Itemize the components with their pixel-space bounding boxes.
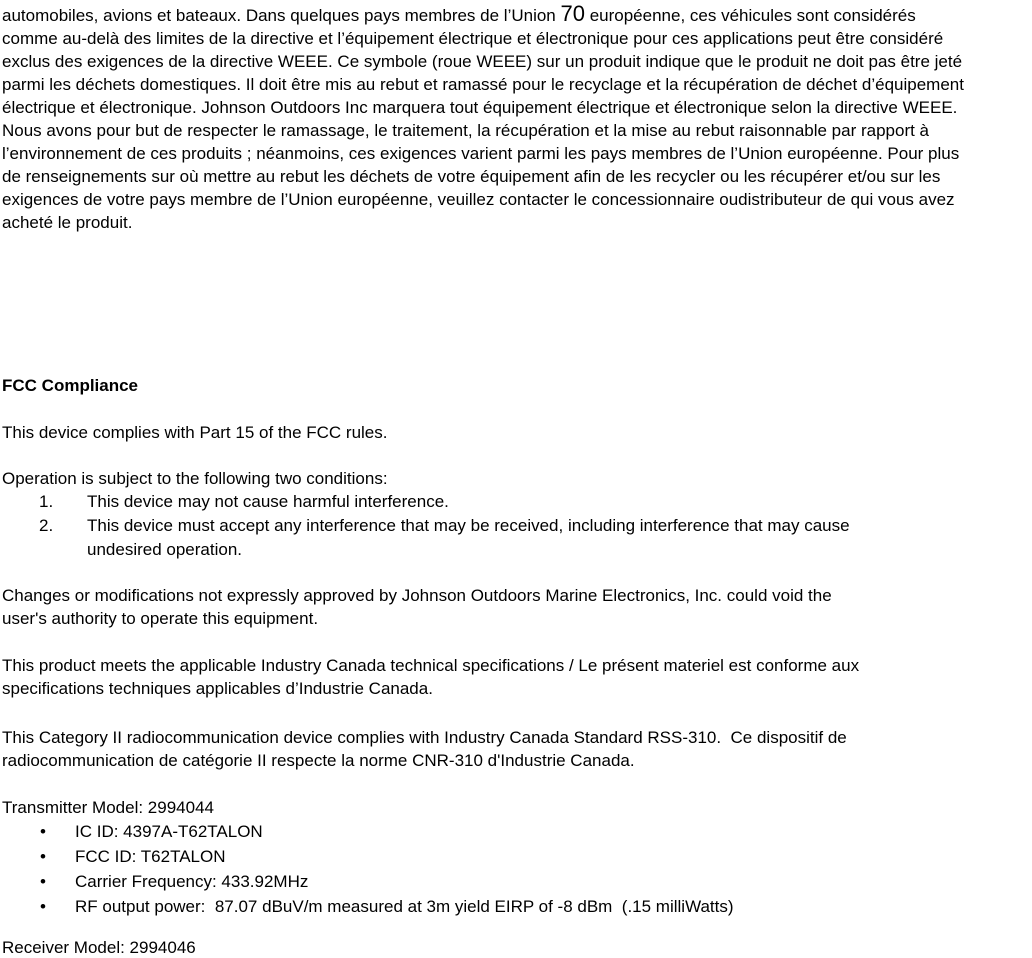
- fcc-compliance-heading: FCC Compliance: [2, 376, 139, 395]
- condition-1-text: [87, 490, 449, 514]
- fcc-part15-line: This device complies with Part 15 of the FCC rules.: [2, 423, 388, 442]
- weee-paragraph-line-6: Nous avons pour but de respecter le ramassage, le traitement, la récupération et la mise au rebut raisonnable par rapport à: [2, 121, 930, 140]
- weee-paragraph-line-4: parmi les déchets domestiques. Il doit être mis au rebut et ramassé pour le recyclage et la récupération de déchet d’équipement: [2, 75, 964, 94]
- spec-carrier-frequency-text: Carrier Frequency: 433.92MHz: [75, 872, 309, 891]
- bullet-icon: •: [40, 897, 46, 916]
- condition-item-2: [2, 514, 1032, 562]
- receiver-model-label: Receiver Model: 2994046: [2, 938, 196, 957]
- spec-fcc-id-text: FCC ID: T62TALON: [75, 847, 226, 866]
- fcc-part15-statement: [2, 421, 1032, 444]
- spec-item-carrier-frequency: [2, 869, 1032, 894]
- condition-1-number: 1.: [39, 492, 54, 511]
- spec-item-fcc-id: [2, 844, 1032, 869]
- condition-1-line-1: This device may not cause harmful interference.: [87, 492, 449, 511]
- category-ii-line-1: This Category II radiocommunication device complies with Industry Canada Standard RSS-310. Ce dispositif de: [2, 728, 847, 747]
- category-ii-paragraph: [2, 726, 1032, 772]
- bullet-icon: •: [40, 847, 46, 866]
- weee-paragraph-line-7: l’environnement de ces produits ; néanmoins, ces exigences varient parmi les pays membres de l’Union européenne. Pour plus: [2, 144, 960, 163]
- spec-item-rf-output-power: [2, 894, 1032, 919]
- industry-canada-paragraph: [2, 654, 1032, 700]
- page-number-artifact: 70: [560, 1, 585, 26]
- condition-2-number: 2.: [39, 516, 54, 535]
- weee-paragraph-line-2: comme au-delà des limites de la directive et l’équipement électrique et électronique pour ces applications peut être considéré: [2, 29, 944, 48]
- weee-paragraph-line-1: [2, 2, 1032, 27]
- spec-rf-output-power-text: RF output power: 87.07 dBuV/m measured at 3m yield EIRP of -8 dBm (.15 milliWatts): [75, 897, 734, 916]
- transmitter-model-label: Transmitter Model: 2994044: [2, 798, 214, 817]
- weee-paragraph-line-5: électrique et électronique. Johnson Outdoors Inc marquera tout équipement électrique et électronique selon la directive WEEE.: [2, 98, 958, 117]
- weee-line1-text-before: automobiles, avions et bateaux. Dans quelques pays membres de l’Union: [2, 6, 561, 25]
- modifications-line-2: user's authority to operate this equipment.: [2, 609, 319, 628]
- conditions-intro: Operation is subject to the following two conditions:: [2, 469, 388, 488]
- category-ii-line-2: radiocommunication de catégorie II respecte la norme CNR-310 d'Industrie Canada.: [2, 751, 635, 770]
- weee-line1-text-after: européenne, ces véhicules sont considérés: [584, 6, 916, 25]
- weee-paragraph-line-10: acheté le produit.: [2, 213, 133, 232]
- weee-paragraph: [2, 2, 1032, 234]
- spec-ic-id-text: IC ID: 4397A-T62TALON: [75, 822, 263, 841]
- bullet-icon: •: [40, 872, 46, 891]
- modifications-paragraph: [2, 584, 1032, 630]
- weee-paragraph-line-8: de renseignements sur où mettre au rebut les déchets de votre équipement afin de les recycler ou les récupérer et/ou sur les: [2, 167, 941, 186]
- weee-paragraph-line-9: exigences de votre pays membre de l’Union européenne, veuillez contacter le concessionnaire oudistributeur de qui vous avez: [2, 190, 955, 209]
- condition-2-text: [87, 514, 850, 562]
- modifications-line-1: Changes or modifications not expressly approved by Johnson Outdoors Marine Electronics, Inc. could void the: [2, 586, 832, 605]
- bullet-icon: •: [40, 822, 46, 841]
- industry-canada-line-2: specifications techniques applicables d’Industrie Canada.: [2, 679, 433, 698]
- industry-canada-line-1: This product meets the applicable Industry Canada technical specifications / Le présent materiel est conforme aux: [2, 656, 860, 675]
- fcc-conditions-section: [2, 467, 1032, 562]
- weee-paragraph-line-3: exclus des exigences de la directive WEEE. Ce symbole (roue WEEE) sur un produit indique que le produit ne doit pas être jeté: [2, 52, 963, 71]
- condition-2-line-2: undesired operation.: [87, 540, 243, 559]
- condition-2-line-1: This device must accept any interference that may be received, including interference that may cause: [87, 516, 850, 535]
- transmitter-spec-list: [2, 819, 1032, 919]
- condition-item-1: [2, 490, 1032, 514]
- spec-item-ic-id: [2, 819, 1032, 844]
